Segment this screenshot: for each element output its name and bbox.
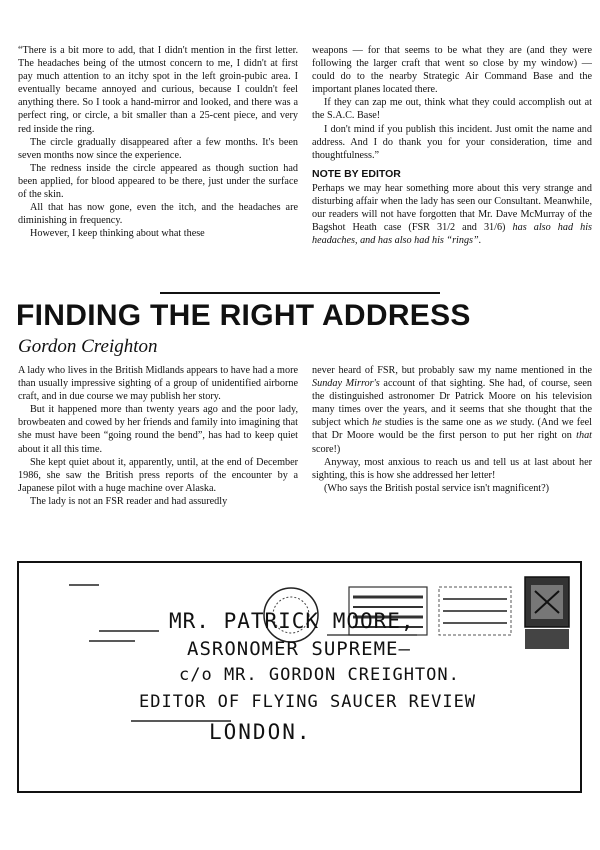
paragraph: If they can zap me out, think what they could accomplish out at the S.A.C. Base!	[312, 97, 592, 122]
italic-run: that	[576, 430, 592, 442]
paragraph: The redness inside the circle appeared as though suction had been applied, for blood appeared to be there, just under the surface of the skin.	[18, 162, 298, 201]
text-run: account of that sighting. She had, of course, seen the distinguished astronomer Dr Patrick Moore on his television many times over the years, and it seems that she thought that the subject which	[312, 378, 593, 429]
top-left-column	[18, 44, 298, 240]
italic-run: Sunday Mirror's	[312, 378, 380, 390]
paragraph: Anyway, most anxious to reach us and tell us at last about her sighting, this is how she addressed her letter!	[312, 456, 592, 481]
text-run: studies is the same one as	[381, 417, 496, 429]
address-line-editor: EDITOR OF FLYING SAUCER REVIEW	[139, 692, 477, 712]
paragraph: However, I keep thinking about what these	[30, 228, 205, 240]
paragraph: I don't mind if you publish this incident. Just omit the name and address. And I do thank you for your consideration, time and thoughtfulness.”	[312, 123, 592, 161]
address-line-title: ASRONOMER SUPREME—	[187, 638, 411, 660]
address-line-care-of: c/o MR. GORDON CREIGHTON.	[179, 665, 460, 685]
italic-run: he	[372, 417, 382, 429]
paragraph: But it happened more than twenty years ago and the poor lady, browbeaten and cowed by her friends and family into imagining that she must have been “going round the bend”, has had to keep quiet about it all this time.	[18, 404, 298, 455]
note-italic-text: has also had his headaches, and has also had his “rings”.	[312, 222, 592, 247]
paragraph: A lady who lives in the British Midlands appears to have had a more than usually impressive sighting of a group of unidentified airborne craft, and in due course we may publish her story.	[18, 365, 298, 403]
bottom-right-column	[312, 364, 592, 495]
paragraph: (Who says the British postal service isn't magnificent?)	[324, 482, 550, 494]
bottom-left-column	[18, 364, 298, 508]
paragraph: She kept quiet about it, apparently, until, at the end of December 1986, she saw the British press reports of the encounter by a Japanese pilot with a huge machine over Alaska.	[18, 456, 298, 494]
paragraph: weapons — for that seems to be what they are (and they were following the larger craft that went so close by my window) — could do to the nearby Strategic Air Command Base and the important planes located there.	[312, 45, 592, 96]
article-byline: Gordon Creighton	[18, 336, 158, 357]
paragraph	[312, 364, 592, 456]
address-line-name: MR. PATRICK MOORE,	[169, 609, 415, 633]
paragraph: “There is a bit more to add, that I didn't mention in the first letter. The headaches being of the utmost concern to me, I didn't at first pay much attention to an itchy spot in the left groin-pubic area. I eventually became annoyed and curious, because I couldn't feel anything there. So I took a hand-mirror and looked, and there was a perfect ring, or circle, a bit smaller than a 25-cent piece, and very red inside the ring.	[18, 45, 298, 135]
text-run: study. (And we feel that Dr Moore would be the first person to put her right on	[312, 417, 593, 442]
paragraph: All that has now gone, even the itch, and the headaches are diminishing in frequency.	[18, 202, 298, 227]
italic-run: we	[495, 417, 508, 429]
text-run: never heard of FSR, but probably saw my name mentioned in the	[312, 365, 592, 376]
text-run: score!)	[312, 443, 341, 455]
editor-note	[312, 182, 592, 247]
paragraph: The lady is not an FSR reader and had assuredly	[30, 495, 228, 507]
section-divider	[160, 292, 440, 294]
note-text: Perhaps we may hear something more about this very strange and disturbing affair when the lady has seen our Consultant. Meanwhile, our readers will not have forgotten that Mr. Dave McMurray of the Bagshot Heath case (FSR 31/2 and 31/6)	[312, 182, 592, 234]
paragraph: The circle gradually disappeared after a few months. It's been seven months now since the experience.	[18, 136, 298, 161]
envelope-image	[17, 561, 582, 793]
article-headline: FINDING THE RIGHT ADDRESS	[16, 299, 471, 332]
top-right-column	[312, 44, 592, 247]
note-heading: NOTE BY EDITOR	[312, 167, 401, 180]
address-line-city: LONDON.	[209, 720, 312, 744]
